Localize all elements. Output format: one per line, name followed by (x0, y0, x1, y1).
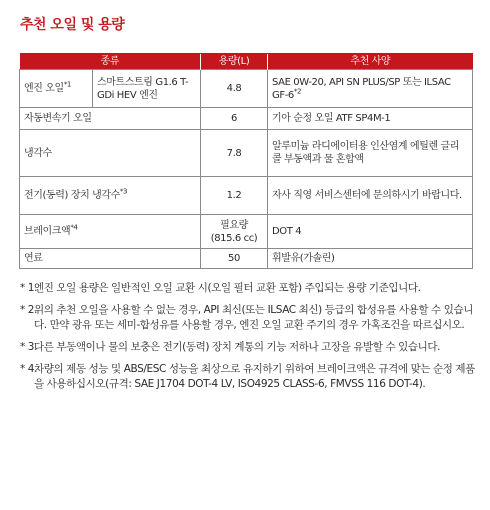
page-title: 추천 오일 및 용량 (20, 17, 125, 33)
header-type: 종류 (20, 54, 201, 70)
capacity-detail: (815.6 cc) (210, 232, 258, 244)
header-spec: 추천 사양 (268, 54, 473, 70)
table-row (20, 70, 473, 108)
footnote-ref: *2 (293, 87, 302, 96)
footnote-mark: * 1. (20, 282, 38, 294)
footnote-text: 다른 부동액이나 물의 보충은 전기(동력) 장치 계통의 기능 저하나 고장을 유발할 수 있습니다. (34, 341, 441, 353)
row-type-engine-oil (20, 70, 93, 108)
row-spec: DOT 4 (268, 215, 473, 249)
footnote-mark: * 3. (20, 341, 38, 353)
row-subtype: 스마트스트림 G1.6 T-GDi HEV 엔진 (93, 70, 201, 108)
header-capacity: 용량(L) (201, 54, 268, 70)
type-label: 엔진 오일 (24, 83, 64, 94)
table-row (20, 130, 473, 177)
row-spec: 자사 직영 서비스센터에 문의하시기 바랍니다. (268, 177, 473, 215)
type-label: 브레이크액 (24, 226, 71, 237)
row-spec: 알루미늄 라디에이터용 인산염계 에틸렌 글리콜 부동액과 물 혼합액 (268, 130, 473, 177)
row-capacity: 4.8 (201, 70, 268, 108)
capacity-label: 필요량 (220, 219, 248, 231)
footnote-ref: *1 (63, 80, 71, 89)
row-type: 연료 (20, 249, 201, 269)
table-header-row (20, 54, 473, 70)
row-capacity: 50 (201, 249, 268, 269)
footnotes (20, 281, 475, 399)
row-spec (268, 70, 473, 108)
footnote (20, 281, 475, 296)
row-spec: 휘발유(가솔린) (268, 249, 473, 269)
table-row (20, 249, 473, 269)
footnote-text: 차량의 제동 성능 및 ABS/ESC 성능을 최상으로 유지하기 위하여 브레이크액은 규격에 맞는 순정 제품을 사용하십시오(규격: SAE J1704 DOT-4 LV, ISO4925 CLASS-6, FMVSS 116 DOT-4). (34, 363, 475, 390)
footnote (20, 303, 475, 333)
footnote-text: 위의 추천 오일을 사용할 수 없는 경우, API 최신(또는 ILSAC 최신) 등급의 합성유를 사용할 수 있습니다. 만약 광유 또는 세미-합성유를 사용할 경우, 엔진 오일 교환 주기의 경우 가혹조건을 따르십시오. (34, 304, 473, 331)
table-row (20, 177, 473, 215)
footnote (20, 362, 475, 392)
type-label: 전기(동력) 장치 냉각수 (24, 190, 120, 201)
row-capacity: 7.8 (201, 130, 268, 177)
spec-label: SAE 0W-20, API SN PLUS/SP 또는 ILSAC GF-6 (272, 76, 451, 101)
footnote-mark: * 2. (20, 304, 38, 316)
row-type: 자동변속기 오일 (20, 108, 201, 130)
footnote (20, 340, 475, 355)
footnote-text: 엔진 오일 용량은 일반적인 오일 교환 시(오일 필터 교환 포함) 주입되는 용량 기준입니다. (34, 282, 421, 294)
row-capacity: 1.2 (201, 177, 268, 215)
footnote-ref: *4 (70, 223, 78, 232)
row-capacity (201, 215, 268, 249)
footnote-ref: *3 (119, 187, 128, 196)
row-type: 냉각수 (20, 130, 201, 177)
row-type (20, 215, 201, 249)
footnote-mark: * 4. (20, 363, 38, 375)
row-capacity: 6 (201, 108, 268, 130)
row-type (20, 177, 201, 215)
table-row (20, 215, 473, 249)
spec-table (19, 53, 473, 269)
table-row (20, 108, 473, 130)
row-spec: 기아 순정 오일 ATF SP4M-1 (268, 108, 473, 130)
